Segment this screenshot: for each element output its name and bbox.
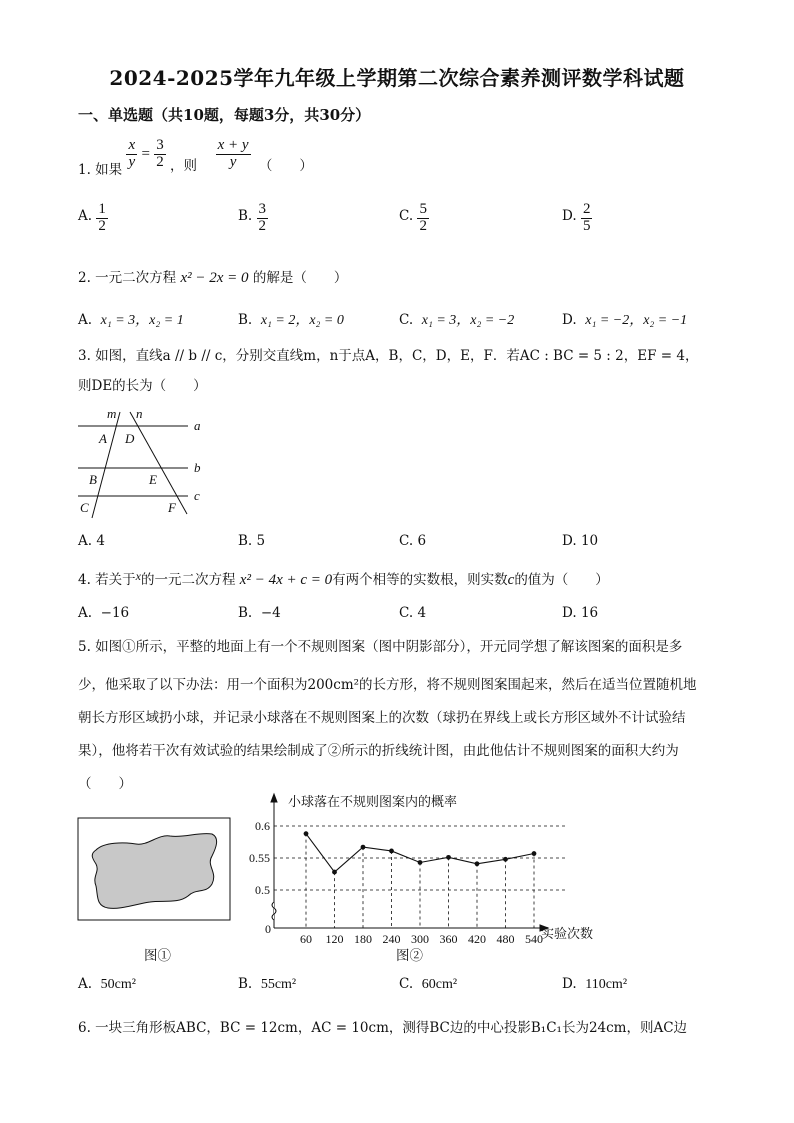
- q1-mid: ，则: [170, 157, 197, 174]
- y-axis-arrow: [271, 794, 277, 802]
- question-6: 6. 一块三角形板ABC，BC = 12cm，AC = 10cm，测得BC边的中心投影B₁C₁长为24cm，则AC边: [78, 1020, 688, 1036]
- question-5-line-3: 朝长方形区域扔小球，并记录小球落在不规则图案上的次数（球扔在界线上或长方形区域外不计试验结: [78, 710, 686, 726]
- x-tick-label: 240: [382, 932, 401, 946]
- y-tick-label: 0.55: [249, 851, 270, 865]
- question-3-line-1: 3. 如图，直线a // b // c，分别交直线m，n于点A，B，C，D，E，F．若AC : BC = 5 : 2，EF = 4，: [78, 348, 699, 364]
- x-tick-label: 180: [354, 932, 372, 946]
- x-tick-label: 300: [411, 932, 429, 946]
- line-m: [92, 412, 120, 518]
- x-tick-label: 360: [439, 932, 458, 946]
- q2-option-a[interactable]: A. x₁ = 3，x₂ = 1: [78, 312, 184, 328]
- q1-fraction-3-over-2: $\frac{3}{2}$: [156, 137, 164, 170]
- question-5-line-2: 少，他采取了以下办法：用一个面积为200cm²的长方形，将不规则图案围起来，然后在适当位置随机地: [78, 677, 697, 693]
- q4-option-b[interactable]: B. −4: [238, 605, 281, 621]
- data-point: [332, 870, 337, 875]
- q4-option-d[interactable]: D. 16: [562, 605, 599, 621]
- q4-var-c: c: [507, 572, 515, 588]
- q3-option-a[interactable]: A. 4: [78, 533, 105, 549]
- y-tick-label: 0.6: [255, 819, 270, 833]
- q4-var-x: x: [135, 569, 141, 583]
- axis-break-mark: [272, 902, 276, 920]
- probability-series-line: [306, 834, 534, 872]
- data-point: [361, 845, 366, 850]
- question-1: [78, 137, 313, 178]
- q2-option-a-text: x₁ = 3，x₂ = 1: [100, 313, 184, 328]
- data-point: [532, 851, 537, 856]
- data-point: [503, 857, 508, 862]
- data-point: [475, 861, 480, 866]
- q2-prefix: 2. 一元二次方程: [78, 270, 177, 286]
- q5-irregular-shape-figure: [74, 814, 234, 924]
- label-n: n: [136, 406, 143, 421]
- q3-option-c[interactable]: C. 6: [399, 533, 427, 549]
- y-tick-label: 0.5: [255, 883, 270, 897]
- label-b: b: [194, 460, 201, 475]
- q2-option-d-text: x₁ = −2，x₂ = −1: [585, 313, 688, 328]
- q2-option-d[interactable]: D. x₁ = −2，x₂ = −1: [562, 312, 688, 328]
- q4-option-a[interactable]: A. −16: [78, 605, 130, 621]
- q1-option-c[interactable]: C. $\frac{5}{2}$: [399, 201, 427, 234]
- q1-option-d[interactable]: D. $\frac{2}{5}$: [562, 201, 591, 234]
- chart-title: 小球落在不规则图案内的概率: [288, 794, 458, 809]
- label-a: a: [194, 418, 201, 433]
- data-point: [389, 849, 394, 854]
- q1-option-c-fraction: $\frac{5}{2}$: [419, 201, 427, 234]
- label-B: B: [89, 472, 97, 487]
- q2-option-b-text: x₁ = 2，x₂ = 0: [260, 313, 344, 328]
- label-c: c: [194, 488, 200, 503]
- q1-blank: （ ）: [258, 157, 313, 174]
- page-title: 2024-2025学年九年级上学期第二次综合素养测评数学科试题: [109, 66, 685, 90]
- chart-origin-label: 0: [265, 922, 271, 936]
- q2-option-c[interactable]: C. x₁ = 3，x₂ = −2: [399, 312, 515, 328]
- q1-option-b[interactable]: B. $\frac{3}{2}$: [238, 201, 267, 234]
- x-tick-label: 540: [525, 932, 543, 946]
- q2-suffix: 的解是（ ）: [252, 270, 348, 286]
- label-E: E: [149, 472, 157, 487]
- x-tick-label: 420: [468, 932, 486, 946]
- q1-equals: =: [141, 145, 150, 162]
- question-5-line-4: 果），他将若干次有效试验的结果绘制成了②所示的折线统计图，由此他估计不规则图案的面积大约为: [78, 743, 679, 759]
- q1-prefix: 1. 如果: [78, 161, 123, 178]
- q5-option-c[interactable]: C. 60cm²: [399, 976, 458, 992]
- q3-parallel-lines-figure: [70, 404, 220, 522]
- label-m: m: [107, 406, 117, 421]
- q4-equation: x² − 4x + c = 0: [239, 572, 333, 588]
- q3-option-b[interactable]: B. 5: [238, 533, 266, 549]
- question-2: [78, 266, 347, 287]
- q2-option-b[interactable]: B. x₁ = 2，x₂ = 0: [238, 312, 344, 328]
- question-4: 4. 若关于x的一元二次方程 x² − 4x + c = 0有两个相等的实数根，则实数c的值为（ ）: [78, 569, 609, 588]
- q2-equation: x² − 2x = 0: [180, 270, 249, 286]
- label-D: D: [125, 431, 135, 446]
- question-5-blank: （ ）: [78, 776, 132, 792]
- x-tick-label: 120: [325, 932, 344, 946]
- line-n: [130, 412, 187, 514]
- q5-option-b[interactable]: B. 55cm²: [238, 976, 297, 992]
- data-point: [304, 831, 309, 836]
- question-5-line-1: 5. 如图①所示，平整的地面上有一个不规则图案（图中阴影部分），开元同学想了解该图案的面积是多: [78, 639, 683, 655]
- q1-option-b-fraction: $\frac{3}{2}$: [258, 201, 267, 234]
- label-F: F: [168, 500, 176, 515]
- q1-option-d-fraction: $\frac{2}{5}$: [582, 201, 591, 234]
- q5-option-a[interactable]: A. 50cm²: [78, 976, 136, 992]
- q1-option-a-fraction: $\frac{1}{2}$: [98, 201, 106, 234]
- data-point: [418, 860, 423, 865]
- q1-option-a[interactable]: A. $\frac{1}{2}$: [78, 201, 106, 234]
- chart-xlabel: 实验次数: [541, 926, 594, 941]
- q1-fraction-xy-over-y: $\frac{x + y}{y}$: [217, 137, 249, 170]
- label-C: C: [80, 500, 89, 515]
- section-heading: 一、单选题（共10题，每题3分，共30分）: [78, 106, 371, 124]
- q4-option-c[interactable]: C. 4: [399, 605, 427, 621]
- label-A: A: [99, 431, 107, 446]
- data-point: [446, 855, 451, 860]
- q5-probability-line-chart: [249, 790, 622, 950]
- x-tick-label: 60: [300, 932, 312, 946]
- q3-option-d[interactable]: D. 10: [562, 533, 599, 549]
- figure-1-caption: 图①: [144, 948, 171, 964]
- q2-option-c-text: x₁ = 3，x₂ = −2: [421, 313, 515, 328]
- figure-2-caption: 图②: [396, 948, 423, 964]
- x-tick-label: 480: [496, 932, 515, 946]
- question-3-line-2: 则DE的长为（ ）: [78, 378, 207, 394]
- q5-option-d[interactable]: D. 110cm²: [562, 976, 628, 992]
- q1-fraction-x-over-y: $\frac{x}{y}$: [128, 137, 136, 170]
